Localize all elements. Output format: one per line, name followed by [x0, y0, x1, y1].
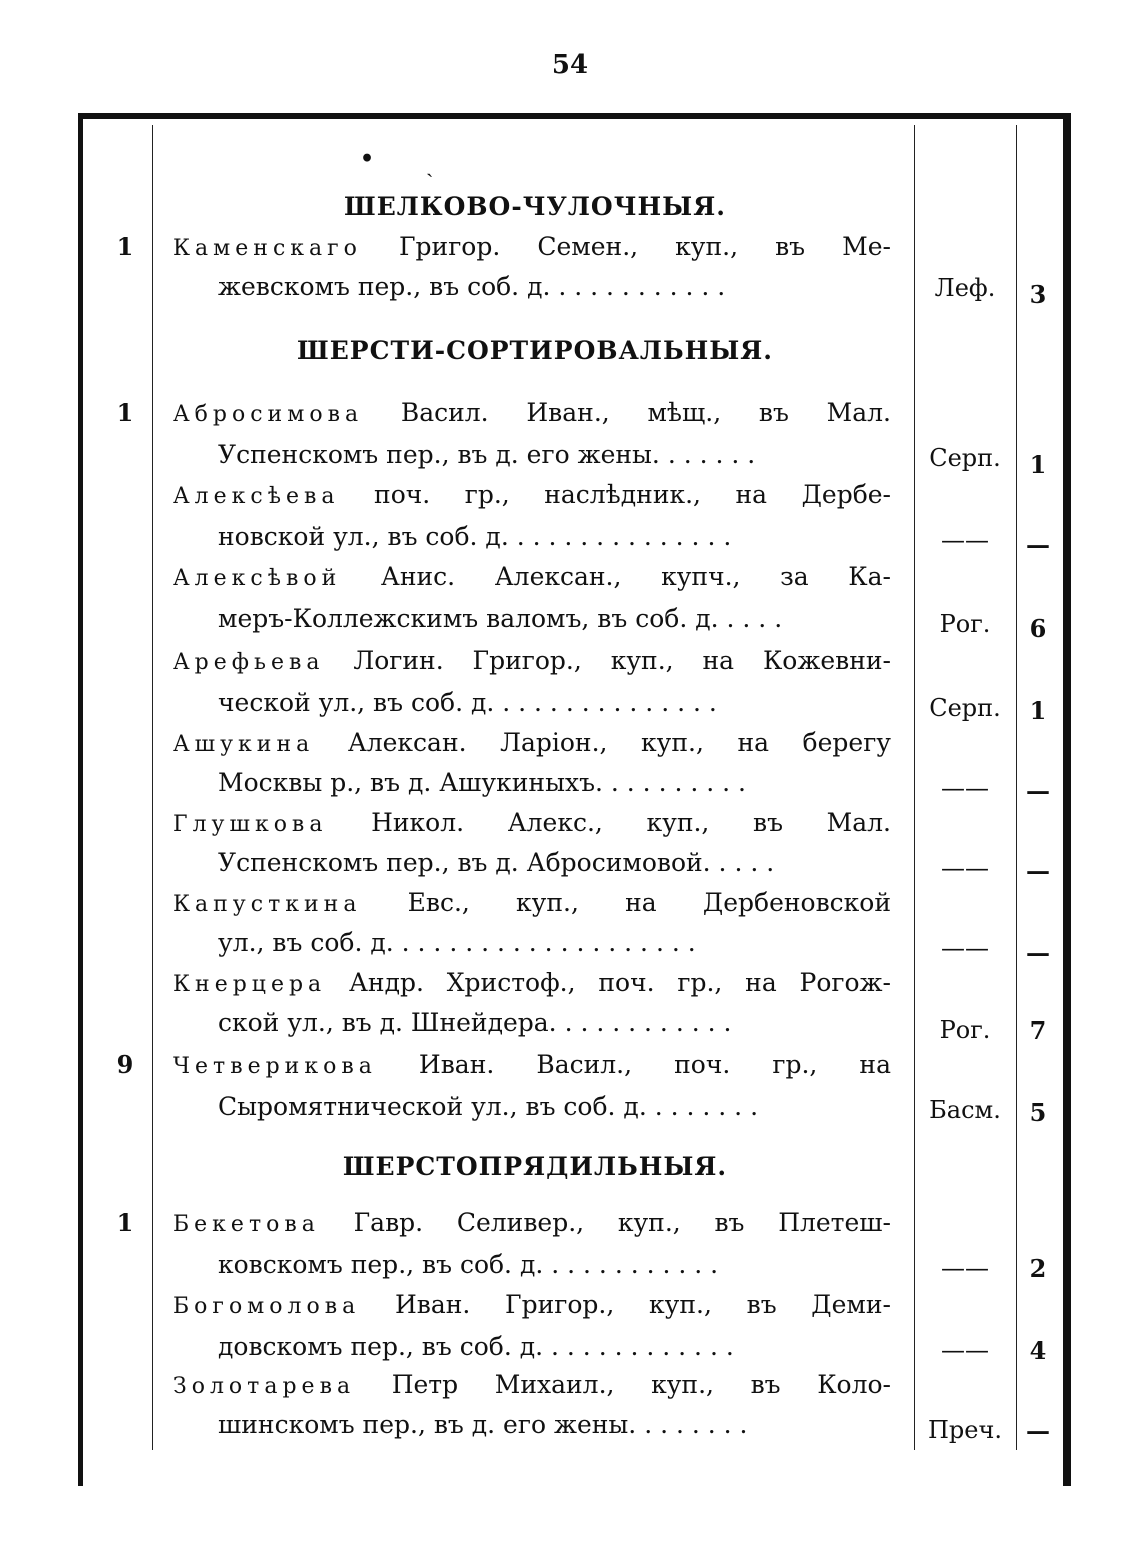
- entry-number: 2: [1029, 1254, 1047, 1283]
- entry-number: 1: [1029, 696, 1047, 725]
- print-speck: ˎ: [426, 153, 434, 178]
- entry-surname: Алексѣвой: [173, 566, 342, 591]
- entry-line-1: [173, 480, 891, 509]
- entry-district: ——: [941, 1336, 989, 1364]
- entry-number: —: [1026, 856, 1050, 885]
- entry-details: Андр. Христоф., поч. гр., на Рогож-: [348, 968, 891, 997]
- entry-district: Басм.: [929, 1096, 1001, 1124]
- entry-details: Евс., куп., на Дербеновской: [407, 888, 891, 917]
- entry-details: Иван. Васил., поч. гр., на: [418, 1050, 891, 1079]
- entry-line-2: Москвы р., въ д. Ашукиныхъ. . . . . . . . . .: [218, 768, 746, 797]
- entry-line-2: Успенскомъ пер., въ д. его жены. . . . . . .: [218, 440, 756, 469]
- entry-district: ——: [941, 854, 989, 882]
- entry-district: ——: [941, 774, 989, 802]
- entry-surname: Богомолова: [173, 1294, 361, 1319]
- entry-line-1: [173, 398, 891, 427]
- entry-line-2: жевскомъ пер., въ соб. д. . . . . . . . . . . .: [218, 272, 726, 301]
- entry-number: 7: [1029, 1016, 1047, 1045]
- entry-district: Преч.: [928, 1416, 1002, 1444]
- entry-count: 9: [116, 1050, 134, 1079]
- entry-number: —: [1026, 530, 1050, 559]
- entry-number: 3: [1029, 280, 1047, 309]
- entry-count: 1: [116, 1208, 134, 1237]
- entry-line-1: [173, 232, 891, 261]
- entry-line-2: ул., въ соб. д. . . . . . . . . . . . . . . . . . . .: [218, 928, 696, 957]
- entry-details: Никол. Алекс., куп., въ Мал.: [371, 808, 891, 837]
- entry-details: Петр Михаил., куп., въ Коло-: [391, 1370, 891, 1399]
- entry-line-2: Успенскомъ пер., въ д. Аброcимовой. . . . .: [218, 848, 775, 877]
- column-divider-count: [152, 125, 153, 1450]
- entry-line-1: [173, 1050, 891, 1079]
- entry-line-1: [173, 562, 891, 591]
- entry-surname: Кнерцера: [173, 972, 327, 997]
- entry-line-2: ковскомъ пер., въ соб. д. . . . . . . . . . . .: [218, 1250, 719, 1279]
- entry-line-2: новской ул., въ соб. д. . . . . . . . . . . . . . .: [218, 522, 732, 551]
- entry-details: Анис. Алексан., купч., за Ка-: [380, 562, 891, 591]
- entry-line-1: [173, 728, 891, 757]
- entry-surname: Ашукина: [173, 732, 315, 757]
- entry-line-1: [173, 1208, 891, 1237]
- entry-surname: Четверикова: [173, 1054, 377, 1079]
- entry-surname: Арефьева: [173, 650, 325, 675]
- entry-number: 4: [1029, 1336, 1047, 1365]
- entry-district: ——: [941, 1254, 989, 1282]
- entry-surname: Бекетова: [173, 1212, 320, 1237]
- entry-line-2: довскомъ пер., въ соб. д. . . . . . . . . . . . .: [218, 1332, 734, 1361]
- section-heading: ШЕРСТИ-СОРТИРОВАЛЬНЫЯ.: [297, 336, 773, 365]
- entry-district: Леф.: [934, 274, 996, 302]
- entry-district: ——: [941, 526, 989, 554]
- entry-number: 1: [1029, 450, 1047, 479]
- entry-district: Серп.: [929, 444, 1001, 472]
- entry-line-1: [173, 1370, 891, 1399]
- column-divider-district: [914, 125, 915, 1450]
- entry-line-2: ской ул., въ д. Шнейдера. . . . . . . . . . . .: [218, 1008, 732, 1037]
- entry-details: Иван. Григор., куп., въ Деми-: [394, 1290, 891, 1319]
- entry-line-1: [173, 968, 891, 997]
- entry-line-1: [173, 808, 891, 837]
- entry-line-1: [173, 646, 891, 675]
- entry-line-1: [173, 1290, 891, 1319]
- entry-number: —: [1026, 1416, 1050, 1445]
- entry-district: Рог.: [939, 610, 991, 638]
- entry-details: Григор. Семен., куп., въ Ме-: [398, 232, 891, 261]
- entry-surname: Глушкова: [173, 812, 328, 837]
- entry-line-1: [173, 888, 891, 917]
- entry-number: —: [1026, 938, 1050, 967]
- entry-line-2: шинскомъ пер., въ д. его жены. . . . . . . .: [218, 1410, 748, 1439]
- section-heading: ШЕЛКОВО-ЧУЛОЧНЫЯ.: [344, 192, 726, 221]
- entry-details: Гавр. Селивер., куп., въ Плетеш-: [353, 1208, 891, 1237]
- entry-details: Алексан. Ларіон., куп., на берегу: [347, 728, 891, 757]
- page-number: 54: [551, 50, 589, 80]
- entry-surname: Абросимова: [173, 402, 364, 427]
- entry-number: 5: [1029, 1098, 1047, 1127]
- entry-number: —: [1026, 776, 1050, 805]
- entry-district: Рог.: [939, 1016, 991, 1044]
- entry-line-2: меръ-Коллежскимъ валомъ, въ соб. д. . . . .: [218, 604, 783, 633]
- entry-surname: Каменскаго: [173, 236, 362, 261]
- column-divider-number: [1016, 125, 1017, 1450]
- entry-surname: Капусткина: [173, 892, 362, 917]
- entry-line-2: ческой ул., въ соб. д. . . . . . . . . . . . . . .: [218, 688, 717, 717]
- entry-number: 6: [1029, 614, 1047, 643]
- entry-surname: Алексѣева: [173, 484, 340, 509]
- entry-district: Серп.: [929, 694, 1001, 722]
- section-heading: ШЕРСТОПРЯДИЛЬНЫЯ.: [342, 1152, 728, 1181]
- entry-line-2: Сыромятнической ул., въ соб. д. . . . . . . .: [218, 1092, 759, 1121]
- print-speck: •: [360, 146, 375, 172]
- entry-details: Васил. Иван., мѣщ., въ Мал.: [400, 398, 891, 427]
- entry-details: Логин. Григор., куп., на Кожевни-: [353, 646, 891, 675]
- entry-count: 1: [116, 398, 134, 427]
- entry-count: 1: [116, 232, 134, 261]
- entry-surname: Золотарева: [173, 1374, 356, 1399]
- entry-details: поч. гр., наслѣдник., на Дербе-: [374, 480, 891, 509]
- entry-district: ——: [941, 934, 989, 962]
